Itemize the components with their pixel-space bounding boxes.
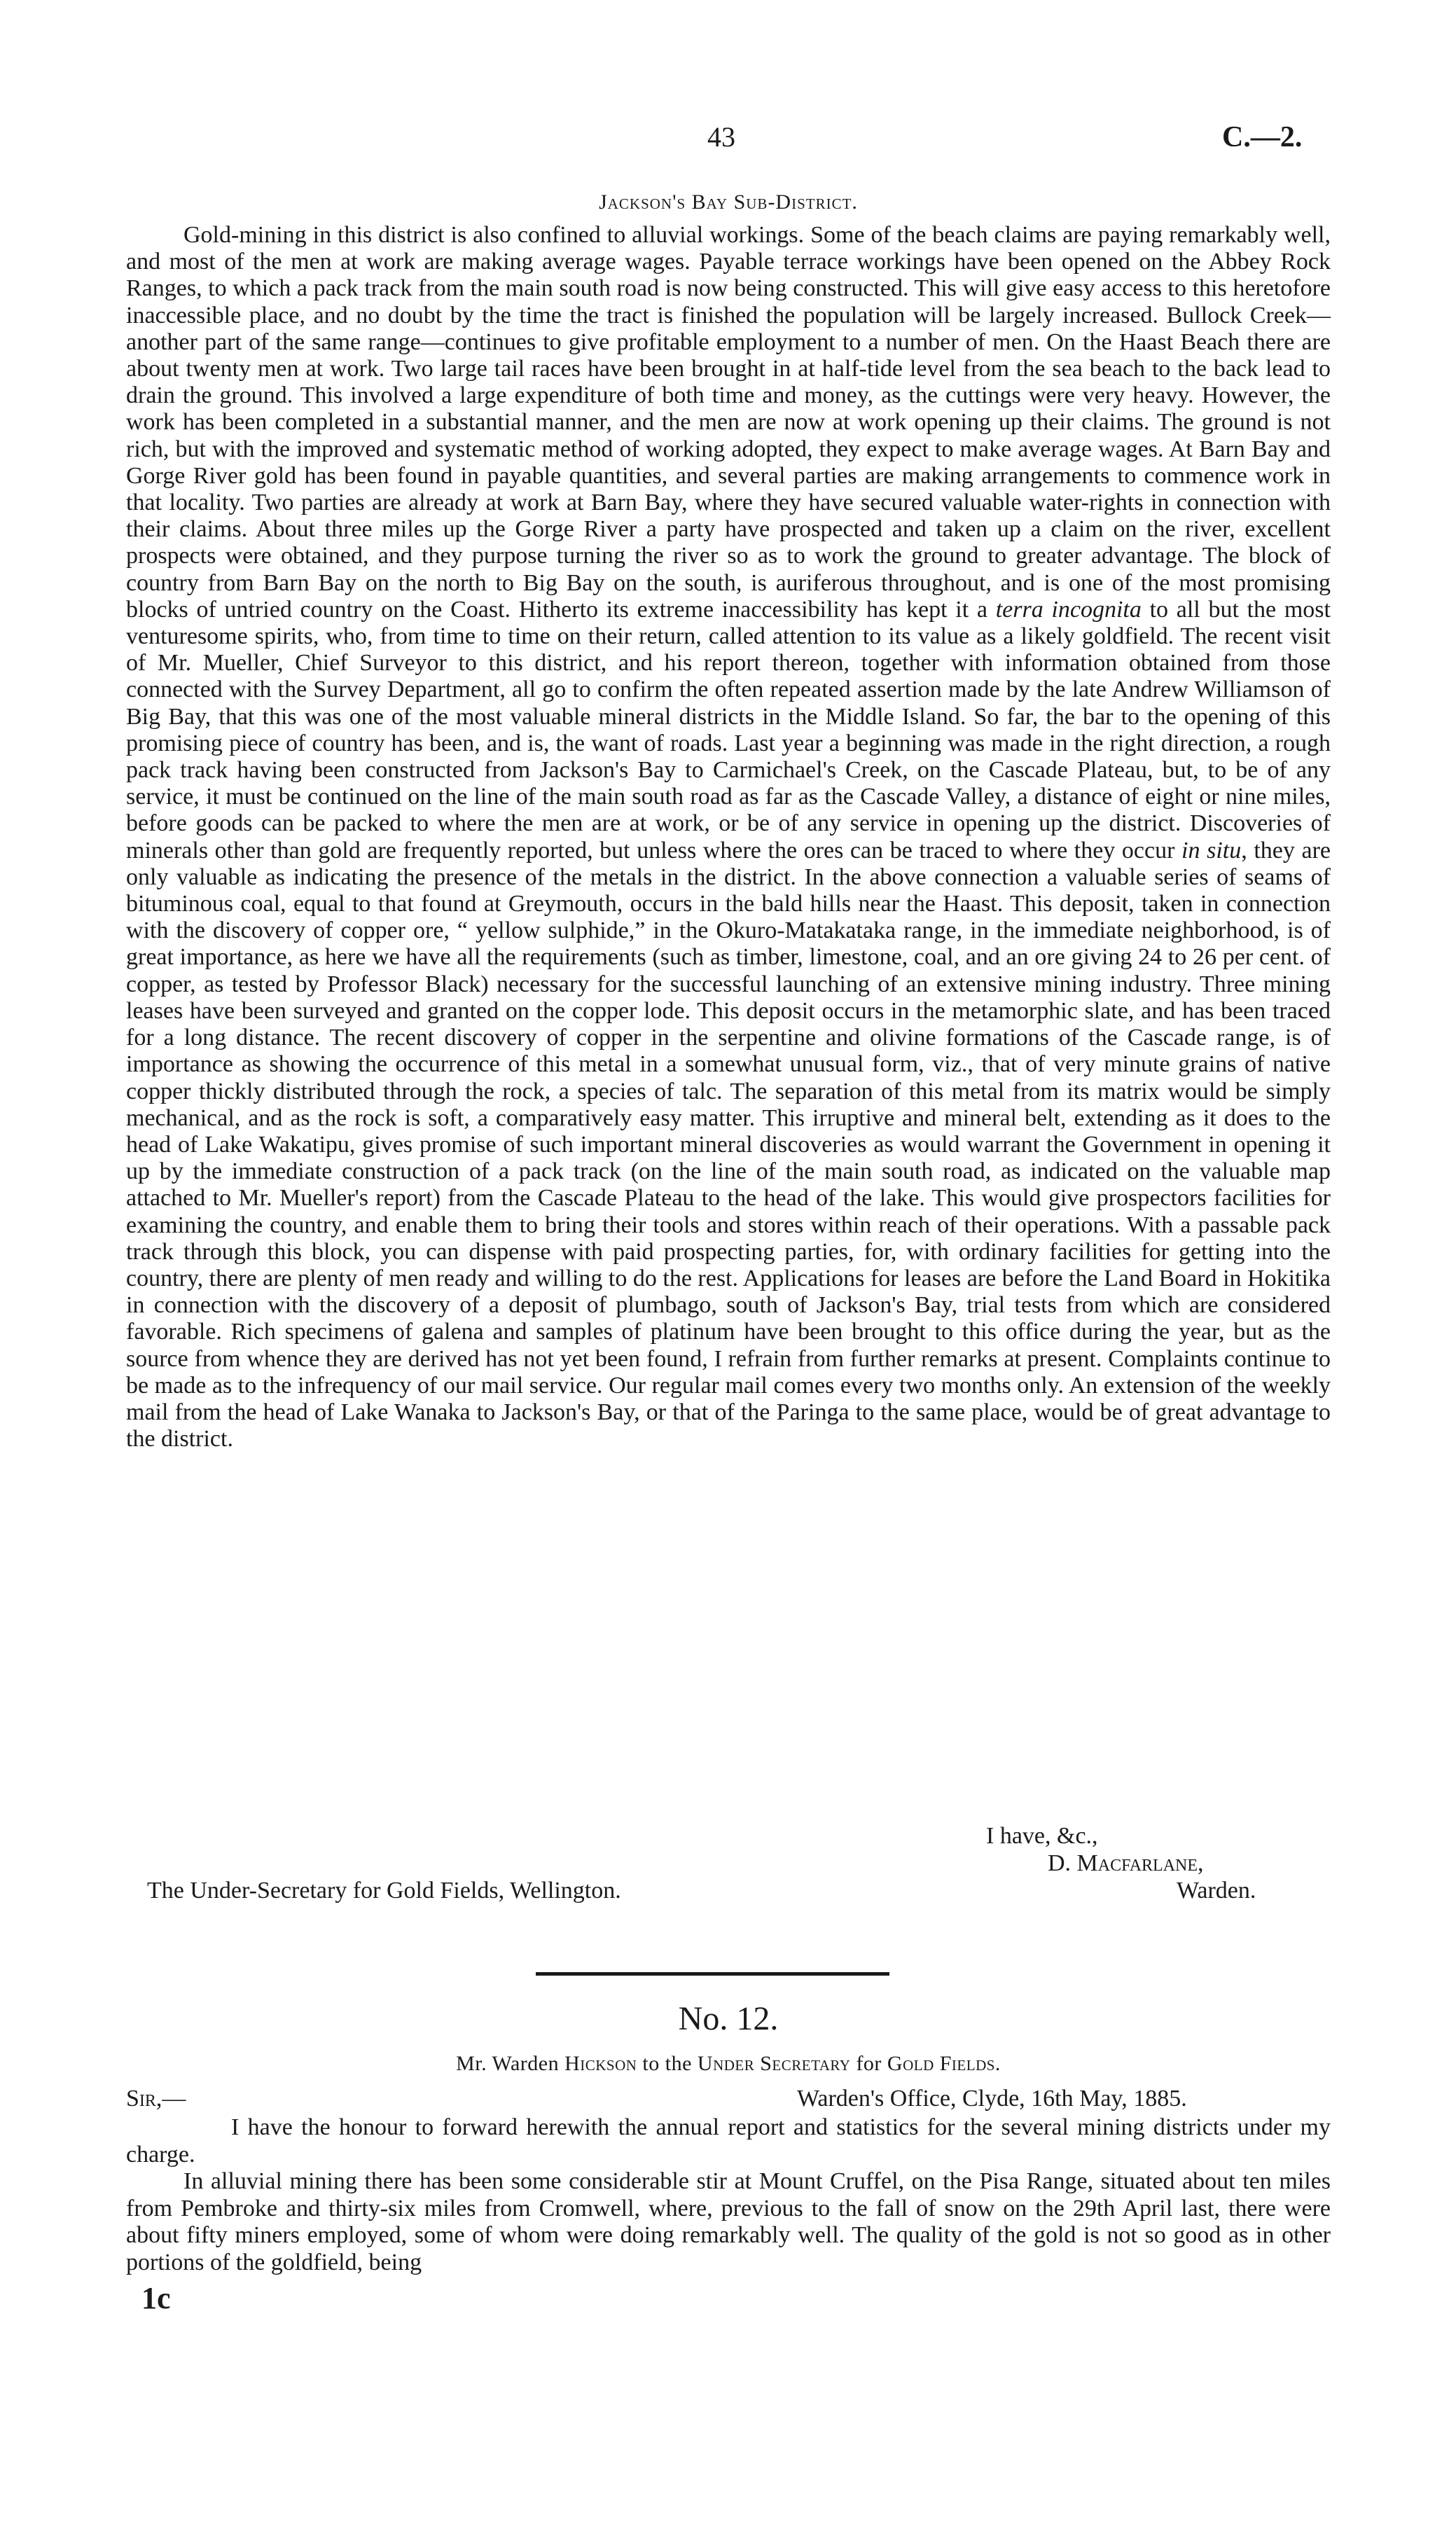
letter-body (126, 2114, 1331, 2276)
section-divider (536, 1972, 889, 1976)
document-reference: C.—2. (1222, 121, 1303, 153)
signoff-block (126, 1822, 1331, 1904)
page-number: 43 (707, 121, 735, 153)
signatory-name: D. Macfarlane, (1048, 1850, 1204, 1876)
closing-line: I have, &c., (986, 1823, 1098, 1849)
letter-title-dept: Gold Fields. (887, 2052, 1001, 2075)
section-paragraph: Gold-mining in this district is also confined to alluvial workings. Some of the beach claims are paying remarkably well, and most of the men at work are making average wages. Payable terrace workings have been opened on the Abbey Rock Ranges, to which a pack track from the main south road is now being constructed. This will give easy access to this heretofore inaccessible place, and no doubt by the time the tract is finished the population will be largely increased. Bullock Creek—another part of the same range—continues to give profitable employment to a number of men. On the Haast Beach there are about twenty men at work. Two large tail races have been brought in at half-tide level from the sea beach to the back lead to drain the ground. This involved a large expenditure of both time and money, as the cuttings were very heavy. However, the work has been completed in a substantial manner, and the men are now at work opening up their claims. The ground is not rich, but with the improved and systematic method of working adopted, they expect to make average wages. At Barn Bay and Gorge River gold has been found in payable quantities, and several parties are making arrangements to commence work in that locality. Two parties are already at work at Barn Bay, where they have secured valuable water-rights in connection with their claims. About three miles up the Gorge River a party have prospected and taken up a claim on the river, excellent prospects were obtained, and they purpose turning the river so as to work the ground to greater advantage. The block of country from Barn Bay on the north to Big Bay on the south, is auriferous throughout, and is one of the most promising blocks of untried country on the Coast. Hitherto its extreme inaccessibility has kept it a terra incognita to all but the most venturesome spirits, who, from time to time on their return, called attention to its value as a likely goldfield. The recent visit of Mr. Mueller, Chief Surveyor to this district, and his report thereon, together with information obtained from those connected with the Survey Department, all go to confirm the often repeated assertion made by the late Andrew Williamson of Big Bay, that this was one of the most valuable mineral districts in the Middle Island. So far, the bar to the opening of this promising piece of country has been, and is, the want of roads. Last year a beginning was made in the right direction, a rough pack track having been constructed from Jackson's Bay to Carmichael's Creek, on the Cascade Plateau, but, to be of any service, it must be continued on the line of the main south road as far as the Cascade Valley, a distance of eight or nine miles, before goods can be packed to where the men are at work, or be of any service in opening up the district. Discoveries of minerals other than gold are frequently reported, but unless where the ores can be traced to where they occur in situ, they are only valuable as indicating the presence of the metals in the district. In the above connection a valuable series of seams of bituminous coal, equal to that found at Greymouth, occurs in the bald hills near the Haast. This deposit, taken in connection with the discovery of copper ore, “ yellow sulphide,” in the Okuro-Matakataka range, in the immediate neighborhood, is of great importance, as here we have all the requirements (such as timber, limestone, coal, and an ore giving 24 to 26 per cent. of copper, as tested by Professor Black) necessary for the successful launching of an extensive mining industry. Three mining leases have been surveyed and granted on the copper lode. This deposit occurs in the metamorphic slate, and has been traced for a long distance. The recent discovery of copper in the serpentine and olivine formations of the Cascade range, is of importance as showing the occurrence of this metal in a somewhat unusual form, viz., that of very minute grains of native copper thickly distributed through the rock, a species of talc. The separation of this metal from its matrix would be simply mechanical, and as the rock is soft, a comparatively easy matter. This irruptive and mineral belt, extending as it does to the head of Lake Wakatipu, gives promise of such important mineral discoveries as would warrant the Government in opening it up by the immediate construction of a pack track (on the line of the main south road, as indicated on the valuable map attached to Mr. Mueller's report) from the Cascade Plateau to the head of the lake. This would give prospectors facilities for examining the country, and enable them to bring their tools and stores within reach of their operations. With a passable pack track through this block, you can dispense with paid prospecting parties, for, with ordinary facilities for getting into the country, there are plenty of men ready and willing to do the rest. Applications for leases are before the Land Board in Hokitika in connection with the discovery of a deposit of plumbago, south of Jackson's Bay, trial tests from which are considered favorable. Rich specimens of galena and samples of platinum have been brought to this office during the year, but as the source from whence they are derived has not yet been found, I refrain from further remarks at present. Complaints continue to be made as to the infrequency of our mail service. Our regular mail comes every two months only. An extension of the weekly mail from the head of Lake Wanaka to Jackson's Bay, or that of the Paringa to the same place, would be of great advantage to the district. (126, 222, 1331, 1452)
addressee: The Under-Secretary for Gold Fields, Wellington. (147, 1878, 621, 1904)
letter-title-name: Hickson (564, 2052, 637, 2075)
salutation: Sir,— (126, 2086, 186, 2112)
letter-title-recipient: Under Secretary (697, 2052, 851, 2075)
salutation-row (126, 2086, 1331, 2114)
signature-mark: 1c (141, 2281, 171, 2315)
section-body (126, 222, 1331, 1452)
letter-title-for: for (856, 2052, 882, 2075)
dateline: Warden's Office, Clyde, 16th May, 1885. (797, 2086, 1187, 2112)
signatory-role: Warden. (1177, 1878, 1256, 1904)
letter-paragraph: I have the honour to forward herewith the annual report and statistics for the several mining districts under my charge. (126, 2114, 1331, 2168)
letter-title-prefix: Mr. Warden (456, 2052, 560, 2075)
letter-title-to: to the (642, 2052, 692, 2075)
letter-title (126, 2052, 1331, 2076)
letter-paragraph: In alluvial mining there has been some considerable stir at Mount Cruffel, on the Pisa Range, situated about ten miles from Pembroke and thirty-six miles from Cromwell, where, previous to the fall of snow on the 29th April last, there were about fifty miners employed, some of whom were doing remarkably well. The quality of the gold is not so good as in other portions of the goldfield, being (126, 2168, 1331, 2275)
section-heading: Jackson's Bay Sub-District. (599, 190, 858, 214)
letter-number: No. 12. (678, 2000, 779, 2037)
